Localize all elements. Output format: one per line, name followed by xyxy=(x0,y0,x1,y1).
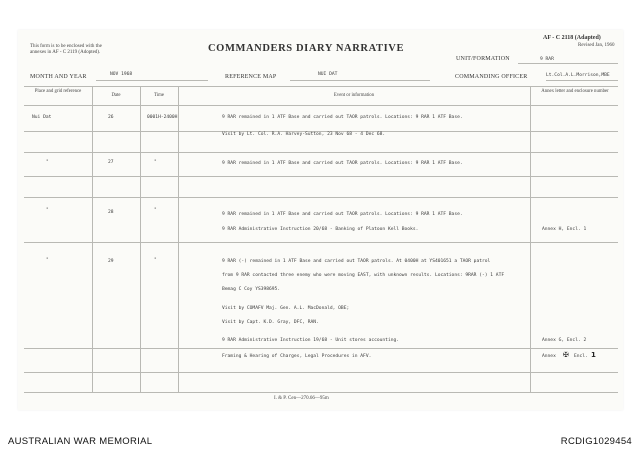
entry-annex: Encl. xyxy=(574,354,588,359)
entry-time: " xyxy=(154,160,157,165)
column-header-annex: Annex letter and enclosure number xyxy=(541,89,609,94)
commanding-officer-label: COMMANDING OFFICER xyxy=(455,74,528,80)
commanding-officer-underline xyxy=(546,80,618,81)
entry-place: Nui Dat xyxy=(32,115,52,120)
entry-line: Visit by Lt. Col. R.A. Harvey-Sutton, 23 Nov 68 - 4 Dec 68. xyxy=(222,132,386,137)
entry-annex: Annex H, Encl. 1 xyxy=(542,227,587,232)
form-instruction-line1: This form is to be enclosed with the xyxy=(30,44,102,49)
entry-line: 9 RAR Administrative Instruction 20/68 - Banking of Platoon Kell Books. xyxy=(222,227,419,232)
entry-line: from 9 RAR contacted three enemy who were moving EAST, with unknown results. Locations: 9RAR (-) 1 ATF xyxy=(222,273,505,278)
entry-annex: Annex xyxy=(542,354,556,359)
entry-line: 9 RAR remained in 1 ATF Base and carried out TAOR patrols. Locations: 9 RAR 1 ATF Base. xyxy=(222,161,463,166)
handwritten-enclosure-number: 1 xyxy=(591,351,596,359)
entry-date: 28 xyxy=(108,210,114,215)
table-top-border xyxy=(24,86,618,87)
entry-line: Visit by Capt. K.D. Gray, DFC, RAN. xyxy=(222,320,319,325)
ruled-line xyxy=(24,348,618,349)
ruled-line xyxy=(24,197,618,198)
entry-line: Visit by COMAFV Maj. Gen. A.L. MacDonald, OBE; xyxy=(222,306,350,311)
entry-date: 29 xyxy=(108,259,114,264)
unit-value: 9 RAR xyxy=(540,57,554,62)
column-header-date: Date xyxy=(111,93,121,98)
ruled-line xyxy=(24,372,618,373)
column-header-place: Place and grid reference xyxy=(34,89,82,94)
unit-label: UNIT/FORMATION xyxy=(456,56,510,62)
entry-place: " xyxy=(46,258,49,263)
archive-credit: AUSTRALIAN WAR MEMORIAL xyxy=(8,436,153,447)
entry-place: " xyxy=(46,208,49,213)
entry-time: " xyxy=(154,208,157,213)
entry-line: 9 RAR remained in 1 ATF Base and carried out TAOR patrols. Locations: 9 RAR 1 ATF Base. xyxy=(222,115,463,120)
form-revised: Revised Jan, 1960 xyxy=(578,43,615,48)
page-title: COMMANDERS DIARY NARRATIVE xyxy=(208,43,405,54)
reference-map-value: NUI DAT xyxy=(318,72,338,77)
form-number: AF - C 2118 (Adapted) xyxy=(543,35,601,41)
handwritten-annex-mark: ✠ xyxy=(563,351,569,359)
column-header-event: Event or information xyxy=(333,93,375,98)
archive-reference: RCDIG1029454 xyxy=(560,436,632,447)
entry-date: 26 xyxy=(108,115,114,120)
table-header-border xyxy=(24,105,618,106)
entry-line: Framing & Hearing of Charges, Legal Procedures in AFV. xyxy=(222,354,372,359)
ruled-line xyxy=(24,176,618,177)
entry-date: 27 xyxy=(108,160,114,165)
commanding-officer-value: Lt.Col.A.L.Morrison,MBE xyxy=(546,73,610,78)
reference-map-label: REFERENCE MAP xyxy=(225,74,277,80)
diary-sheet xyxy=(18,30,623,410)
ruled-line xyxy=(24,152,618,153)
month-year-label: MONTH AND YEAR xyxy=(30,74,87,80)
unit-underline xyxy=(518,63,618,64)
entry-line: 9 RAR (-) remained in 1 ATF Base and carried out TAOR patrols. At 0400H at YS401651 a TAOR patrol xyxy=(222,259,491,264)
table-bottom-border xyxy=(24,392,618,393)
entry-line: 9 RAR Administrative Instruction 19/68 - Unit stores accounting. xyxy=(222,338,400,343)
column-header-time: Time xyxy=(154,93,164,98)
reference-map-underline xyxy=(290,80,430,81)
ruled-line xyxy=(24,242,618,243)
form-instruction-line2: annexes in AF - C 2119 (Adopted). xyxy=(30,50,101,55)
entry-time: " xyxy=(154,258,157,263)
entry-place: " xyxy=(46,160,49,165)
entry-line: Bemag C Coy YS398695. xyxy=(222,287,281,292)
entry-time: 0001H-2400H xyxy=(147,115,178,120)
printer-imprint: I. & P. Cen—270.66—95m xyxy=(274,396,329,401)
entry-annex: Annex G, Encl. 2 xyxy=(542,338,587,343)
entry-line: 9 RAR remained in 1 ATF Base and carried out TAOR patrols. Locations: 9 RAR 1 ATF Base. xyxy=(222,212,463,217)
month-year-value: NOV 1968 xyxy=(110,72,133,77)
month-year-underline xyxy=(96,80,208,81)
